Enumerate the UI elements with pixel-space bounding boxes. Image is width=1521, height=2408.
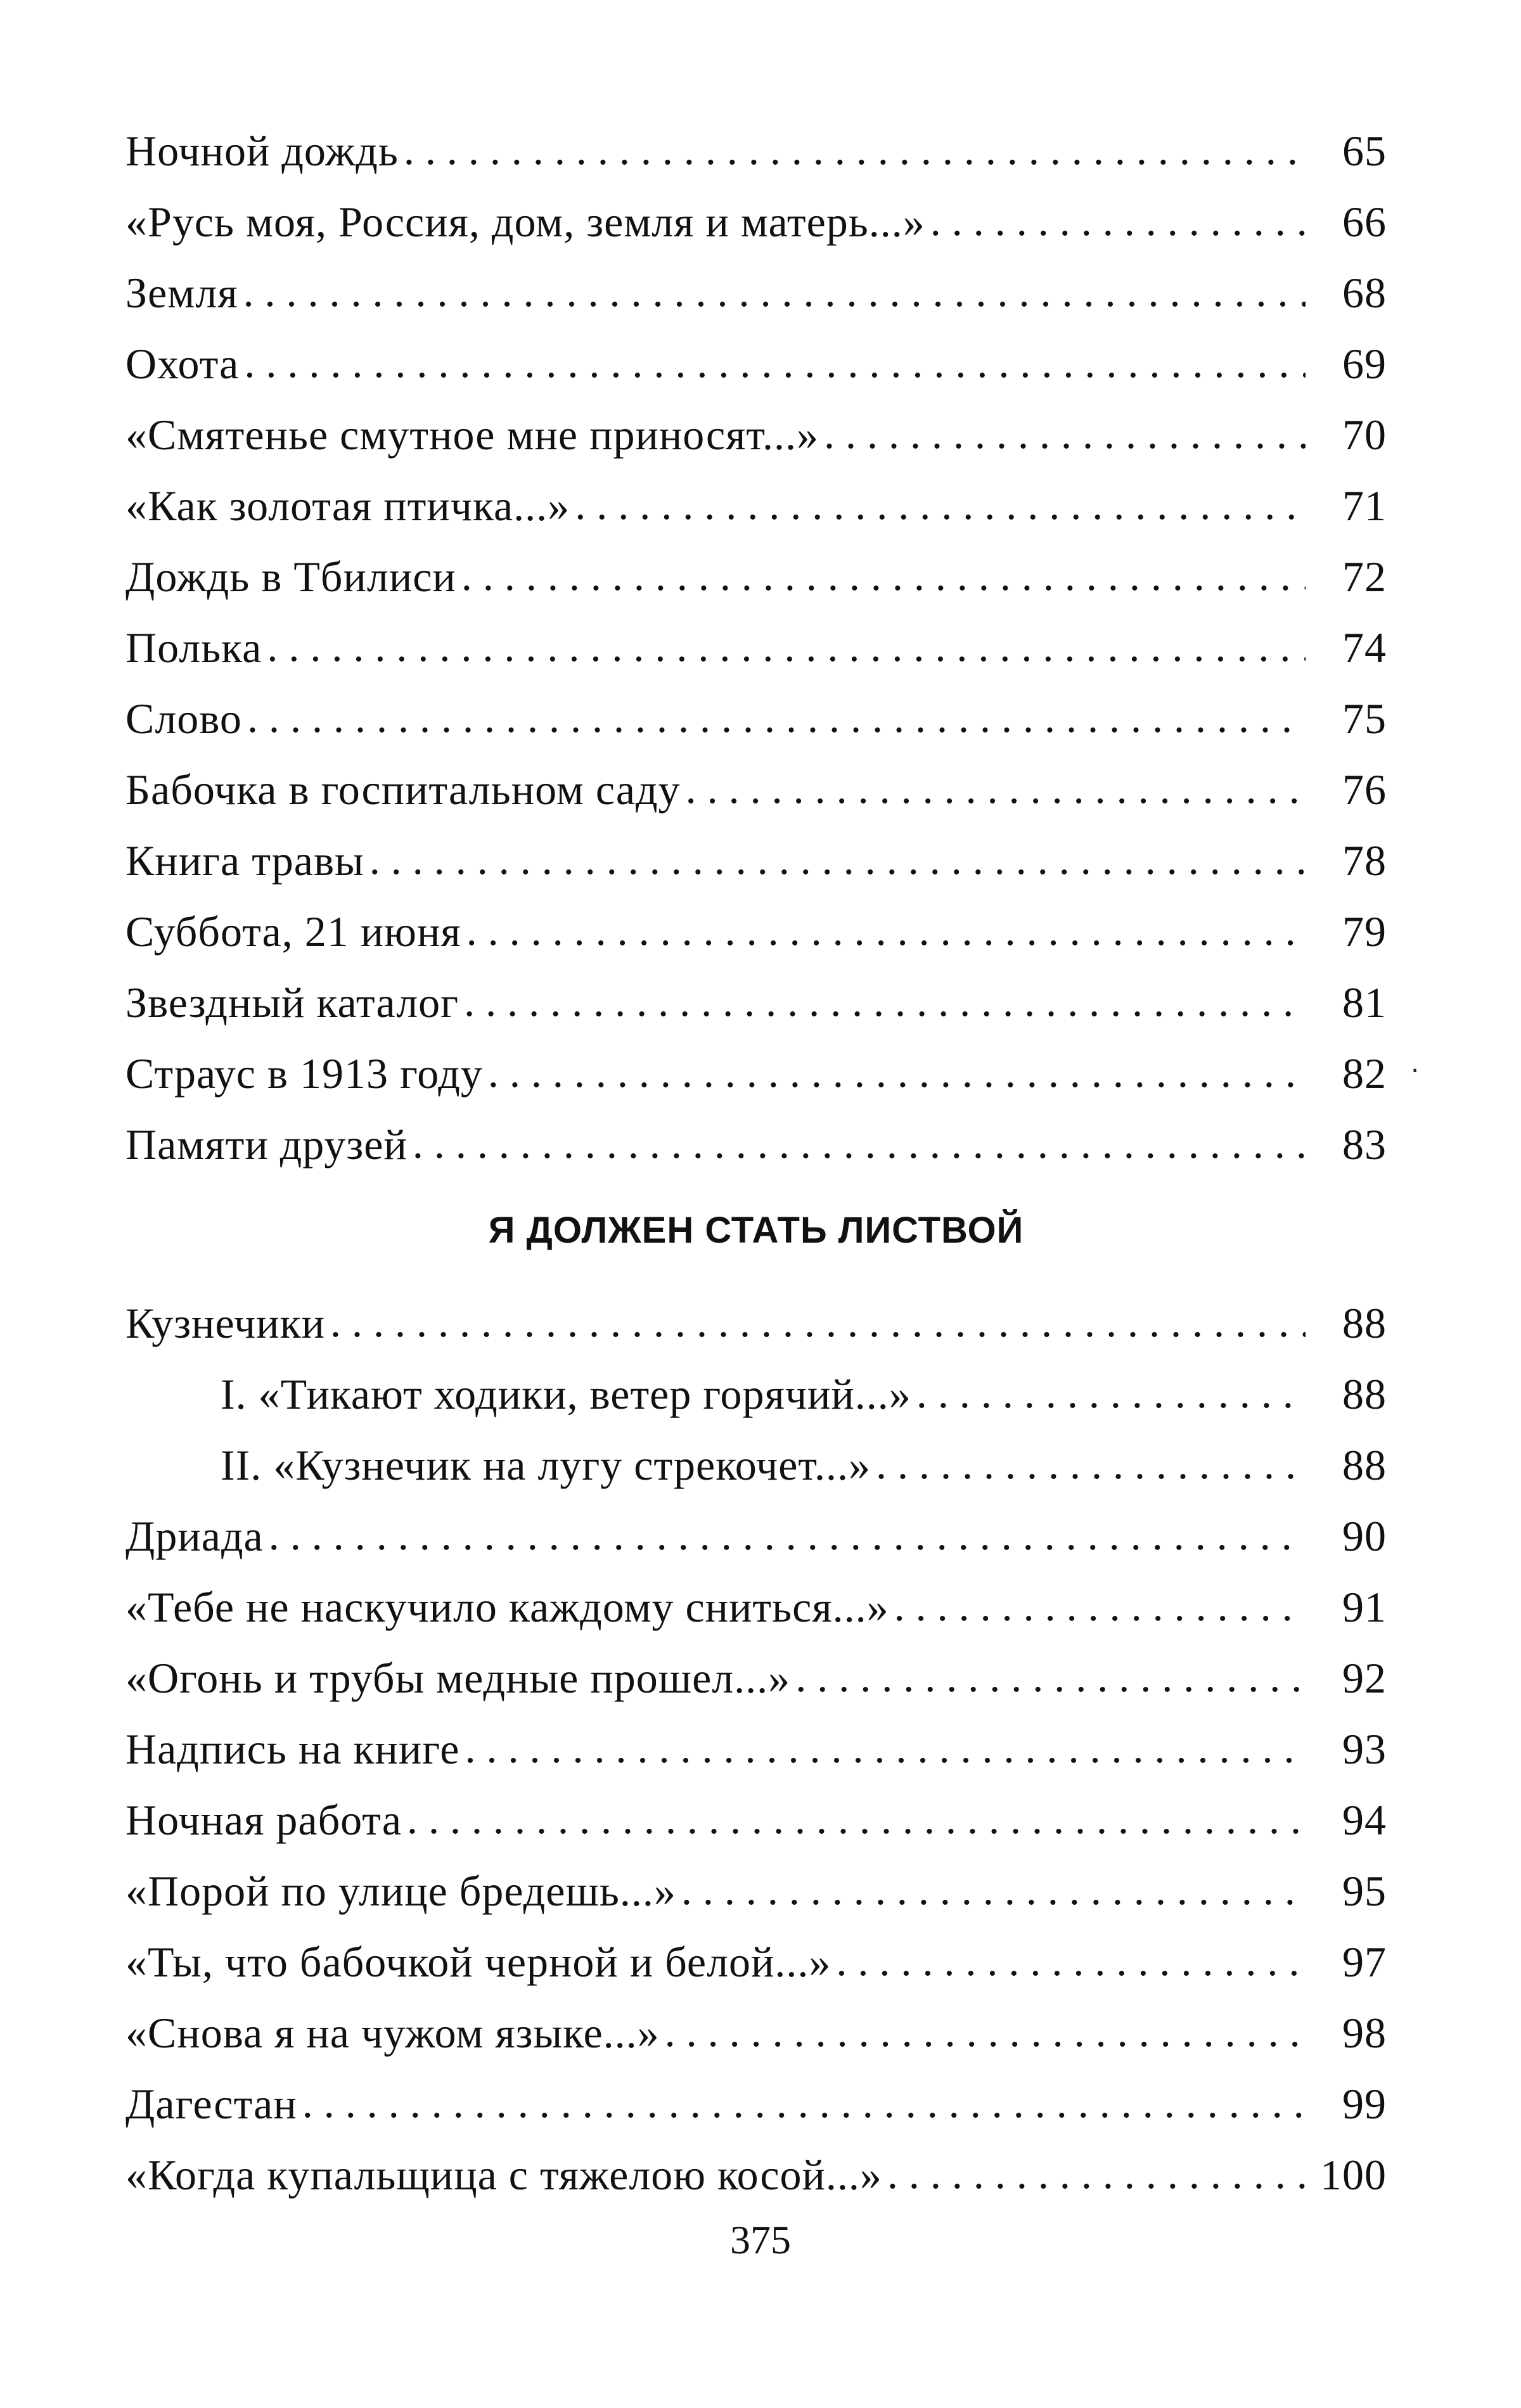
dot-leader	[887, 2138, 1306, 2209]
dot-leader	[461, 540, 1306, 611]
toc-entry	[125, 1784, 1387, 1855]
dot-leader	[243, 256, 1306, 327]
dot-leader	[407, 1783, 1306, 1854]
toc-entry	[125, 825, 1387, 896]
dot-leader	[465, 1712, 1306, 1783]
dot-leader	[369, 824, 1306, 895]
toc-entry-title: «Когда купальщица с тяжелою косой...»	[125, 2151, 882, 2199]
toc-entry-page: 90	[1342, 1512, 1387, 1560]
toc-entry-title: II. «Кузнечик на лугу стрекочет...»	[221, 1441, 871, 1489]
toc-subentry	[125, 1359, 1387, 1430]
toc-entry	[125, 1713, 1387, 1784]
scan-speck: ·	[1411, 1055, 1420, 1086]
table-of-contents	[125, 115, 1387, 2210]
section-heading: Я ДОЛЖЕН СТАТЬ ЛИСТВОЙ	[488, 1210, 1024, 1251]
toc-entry	[125, 1572, 1387, 1643]
dot-leader	[330, 1286, 1306, 1357]
dot-leader	[681, 1854, 1306, 1925]
toc-entry-page: 68	[1342, 269, 1387, 317]
toc-entry	[125, 541, 1387, 612]
toc-entry	[125, 2068, 1387, 2139]
toc-entry-page: 82	[1342, 1049, 1387, 1098]
toc-entry	[125, 1038, 1387, 1109]
page-number: 375	[730, 2217, 791, 2262]
toc-entry-title: Полька	[125, 624, 262, 672]
toc-entry-page: 98	[1342, 2009, 1387, 2057]
toc-entry	[125, 1643, 1387, 1713]
toc-entry-page: 92	[1342, 1654, 1387, 1702]
dot-leader	[575, 469, 1306, 540]
toc-entry-title: «Огонь и трубы медные прошел...»	[125, 1654, 791, 1702]
toc-entry	[125, 683, 1387, 754]
toc-entry-page: 91	[1342, 1583, 1387, 1631]
dot-leader	[244, 327, 1306, 398]
toc-entry	[125, 399, 1387, 470]
dot-leader	[267, 611, 1306, 682]
toc-entry	[125, 896, 1387, 967]
toc-entry-page: 69	[1342, 340, 1387, 388]
toc-entry-page: 79	[1342, 907, 1387, 956]
toc-entry-title: Книга травы	[125, 836, 364, 885]
toc-entry	[125, 1109, 1387, 1180]
toc-entry-page: 93	[1342, 1725, 1387, 1773]
toc-entry-title: Дагестан	[125, 2080, 297, 2128]
toc-entry	[125, 1288, 1387, 1359]
toc-entry-page: 88	[1342, 1299, 1387, 1347]
dot-leader	[464, 966, 1306, 1037]
dot-leader	[488, 1037, 1306, 1108]
toc-entry-page: 99	[1342, 2080, 1387, 2128]
toc-entry	[125, 1501, 1387, 1572]
toc-entry-page: 97	[1342, 1938, 1387, 1986]
toc-entry	[125, 470, 1387, 541]
toc-entry-title: Кузнечики	[125, 1299, 325, 1347]
toc-entry	[125, 257, 1387, 328]
toc-entry-page: 70	[1342, 411, 1387, 459]
toc-entry	[125, 2139, 1387, 2210]
toc-entry	[125, 186, 1387, 257]
toc-entry-page: 72	[1342, 553, 1387, 601]
toc-entry-page: 95	[1342, 1867, 1387, 1915]
dot-leader	[466, 895, 1306, 966]
dot-leader	[665, 1996, 1306, 2067]
toc-entry-title: «Ты, что бабочкой черной и белой...»	[125, 1938, 831, 1986]
dot-leader	[404, 114, 1306, 185]
toc-entry	[125, 328, 1387, 399]
dot-leader	[836, 1925, 1306, 1996]
toc-entry-page: 76	[1342, 765, 1387, 814]
dot-leader	[916, 1357, 1306, 1428]
dot-leader	[795, 1641, 1306, 1712]
toc-entry-title: «Снова я на чужом языке...»	[125, 2009, 660, 2057]
dot-leader	[247, 682, 1306, 753]
toc-entry-title: «Русь моя, Россия, дом, земля и матерь...»	[125, 198, 925, 246]
dot-leader	[894, 1570, 1306, 1641]
toc-entry-page: 81	[1342, 978, 1387, 1027]
toc-entry	[125, 612, 1387, 683]
toc-entry-title: Охота	[125, 340, 240, 388]
toc-entry-page: 94	[1342, 1796, 1387, 1844]
toc-entry-title: Ночная работа	[125, 1796, 402, 1844]
toc-entry-title: «Порой по улице бредешь...»	[125, 1867, 676, 1915]
toc-entry-page: 74	[1342, 624, 1387, 672]
toc-entry	[125, 1926, 1387, 1997]
toc-entry-page: 88	[1342, 1441, 1387, 1489]
toc-entry-title: Суббота, 21 июня	[125, 907, 461, 956]
dot-leader	[686, 753, 1306, 824]
toc-entry-title: Дриада	[125, 1512, 264, 1560]
toc-entry-title: Звездный каталог	[125, 978, 459, 1027]
toc-entry	[125, 115, 1387, 186]
toc-entry-title: I. «Тикают ходики, ветер горячий...»	[221, 1370, 911, 1418]
toc-entry-title: Бабочка в госпитальном саду	[125, 765, 681, 814]
toc-entry-page: 78	[1342, 836, 1387, 885]
toc-entry-title: Земля	[125, 269, 238, 317]
toc-subentry	[125, 1430, 1387, 1501]
toc-entry	[125, 754, 1387, 825]
dot-leader	[930, 185, 1306, 256]
toc-entry-title: Слово	[125, 695, 242, 743]
toc-entry-title: Дождь в Тбилиси	[125, 553, 456, 601]
dot-leader	[413, 1108, 1306, 1179]
toc-entry-title: Страус в 1913 году	[125, 1049, 483, 1098]
toc-entry-page: 66	[1342, 198, 1387, 246]
toc-entry-page: 88	[1342, 1370, 1387, 1418]
dot-leader	[824, 398, 1306, 469]
toc-entry-title: Надпись на книге	[125, 1725, 460, 1773]
toc-entry-page: 65	[1342, 127, 1387, 175]
toc-entry	[125, 1997, 1387, 2068]
toc-entry-title: «Смятенье смутное мне приносят...»	[125, 411, 819, 459]
toc-entry-page: 100	[1320, 2151, 1387, 2199]
dot-leader	[876, 1428, 1306, 1499]
toc-entry-title: «Тебе не наскучило каждому сниться...»	[125, 1583, 889, 1631]
dot-leader	[302, 2067, 1306, 2138]
toc-entry	[125, 967, 1387, 1038]
toc-entry-page: 75	[1342, 695, 1387, 743]
toc-entry-title: Ночной дождь	[125, 127, 399, 175]
dot-leader	[269, 1499, 1306, 1570]
toc-entry-title: «Как золотая птичка...»	[125, 482, 570, 530]
toc-entry-title: Памяти друзей	[125, 1120, 408, 1169]
toc-entry	[125, 1855, 1387, 1926]
toc-entry-page: 71	[1342, 482, 1387, 530]
toc-entry-page: 83	[1342, 1120, 1387, 1169]
